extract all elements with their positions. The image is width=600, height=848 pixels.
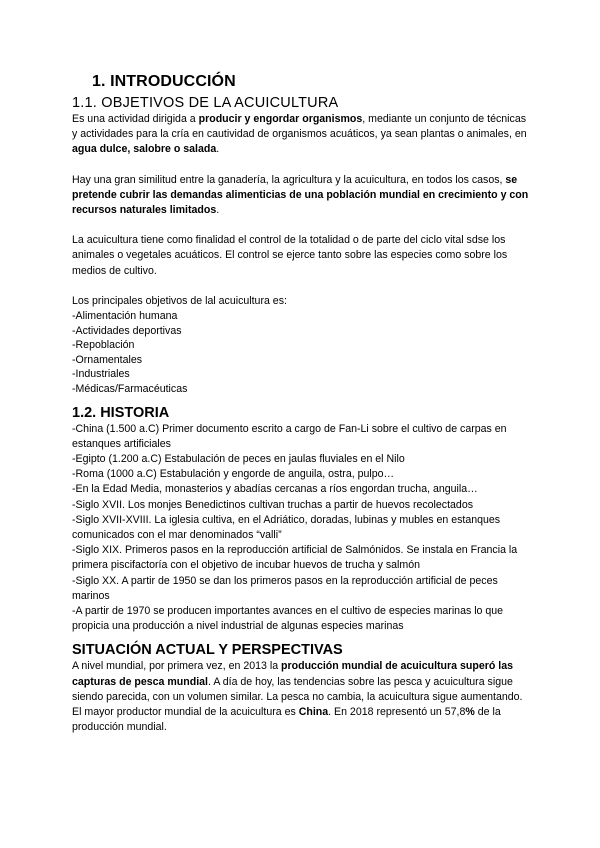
page-title: 1. INTRODUCCIÓN <box>92 73 236 90</box>
paragraph-finalidad: La acuicultura tiene como finalidad el control de la totalidad o de parte del ciclo vital sdse los animales o vegetales acuáticos. El control se ejerce tanto sobre las especies como sobre los medios de cultivo. <box>72 234 508 277</box>
history-item: -Siglo XVII. Los monjes Benedictinos cultivan truchas a partir de huevos recolectados <box>72 498 474 511</box>
history-item: -Roma (1000 a.C) Estabulación y engorde de anguila, ostra, pulpo… <box>72 468 395 481</box>
paragraph-similitud: Hay una gran similitud entre la ganadería, la agricultura y la acuicultura, en todos los casos, se pretende cubrir las demandas alimenticias de una población mundial en crecimiento y con recursos naturales limitados. <box>72 173 529 217</box>
section-heading-situacion: SITUACIÓN ACTUAL Y PERSPECTIVAS <box>72 642 343 659</box>
list-item: -Ornamentales <box>72 353 143 366</box>
section-heading-objetivos: 1.1. OBJETIVOS DE LA ACUICULTURA <box>72 95 339 111</box>
paragraph-nivel-mundial: A nivel mundial, por primera vez, en 2013 la producción mundial de acuicultura superó las capturas de pesca mundial. A día de hoy, las tendencias sobre las pesca y acuicultura sigue siendo parecida, con un volumen similar. La pesca no cambia, la acuicultura sigue aumentando. <box>72 660 523 703</box>
list-item: -Alimentación humana <box>72 310 178 323</box>
section-heading-historia: 1.2. HISTORIA <box>72 404 170 421</box>
list-item: -Repoblación <box>72 339 135 352</box>
history-item: -A partir de 1970 se producen importantes avances en el cultivo de especies marinas lo que propicia una producción a nivel industrial de algunas especies marinas <box>72 605 504 633</box>
history-item: -Siglo XIX. Primeros pasos en la reproducción artificial de Salmónidos. Se instala en Francia la primera piscifactoría con el objetivo de incubar huevos de trucha y salmón <box>72 544 518 572</box>
list-item: -Médicas/Farmacéuticas <box>72 383 188 395</box>
history-item: -China (1.500 a.C) Primer documento escrito a cargo de Fan-Li sobre el cultivo de carpas en estanques artificiales <box>72 422 507 450</box>
document-content <box>72 72 532 735</box>
paragraph-mayor-productor: El mayor productor mundial de la acuicultura es China. En 2018 representó un 57,8% de la producción mundial. <box>72 706 501 734</box>
list-item: -Actividades deportivas <box>72 324 182 337</box>
history-item: -Egipto (1.200 a.C) Estabulación de peces en jaulas fluviales en el Nilo <box>72 453 405 465</box>
history-item: -Siglo XVII-XVIII. La iglesia cultiva, en el Adriático, doradas, lubinas y mubles en estanques comunicados con el mar denominados “valli” <box>72 513 501 542</box>
history-item: -En la Edad Media, monasterios y abadías cercanas a ríos engordan trucha, anguila… <box>72 483 478 496</box>
objectives-list <box>72 309 532 397</box>
history-item: -Siglo XX. A partir de 1950 se dan los primeros pasos en la reproducción artificial de peces marinos <box>72 574 498 602</box>
paragraph-definicion: Es una actividad dirigida a producir y engordar organismos, mediante un conjunto de técnicas y actividades para la cría en cautividad de organismos acuáticos, ya sean plantas o animales, en agua dulce, salobre o salada. <box>72 113 527 156</box>
list-item: -Industriales <box>72 368 130 381</box>
objectives-list-intro: Los principales objetivos de lal acuicultura es: <box>72 294 287 307</box>
